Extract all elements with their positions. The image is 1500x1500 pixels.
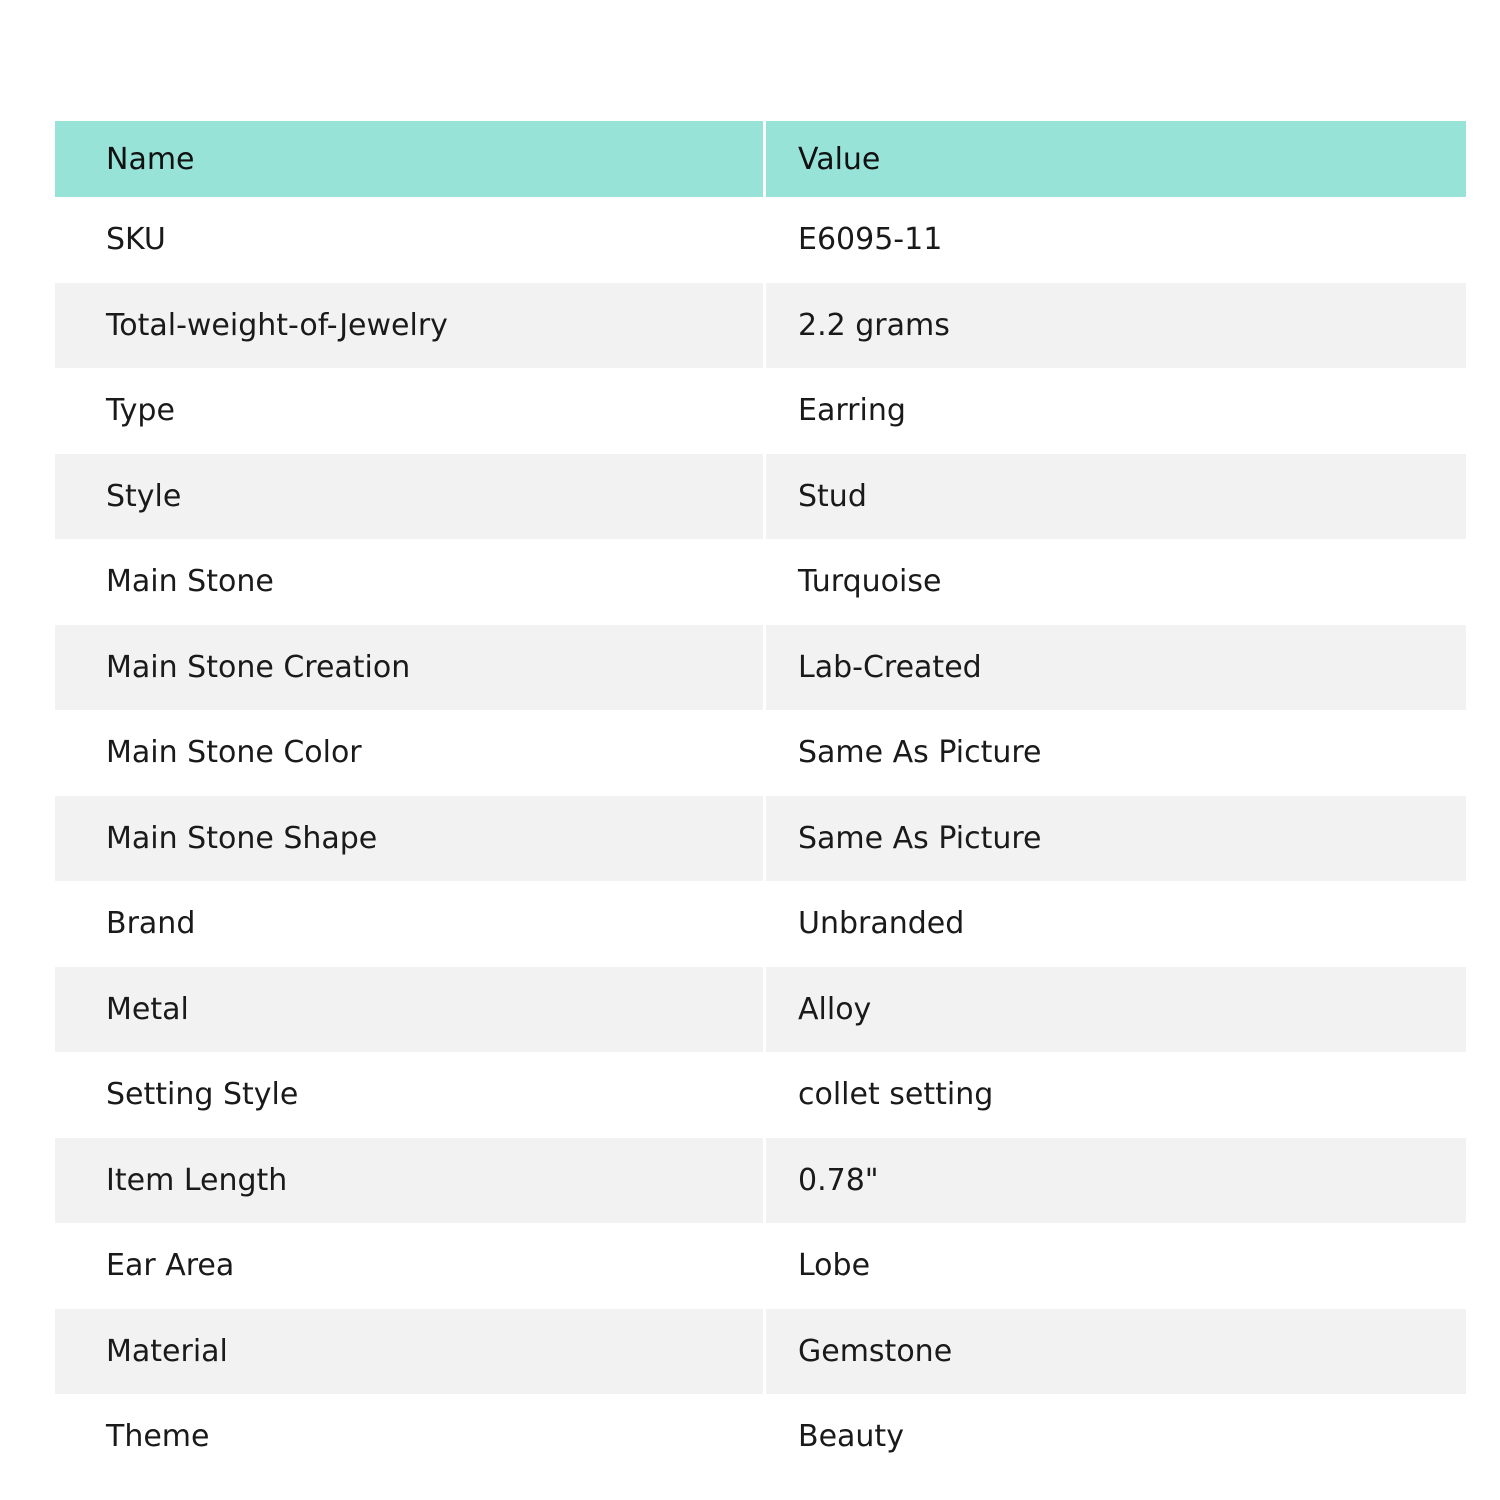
table-row — [55, 966, 1466, 1052]
table-row — [55, 710, 1466, 795]
row-value-cell: 0.78" — [766, 1137, 1466, 1223]
row-value-cell: Lobe — [766, 1223, 1466, 1308]
row-name-cell: Main Stone Shape — [55, 795, 766, 881]
row-name-cell: Total-weight-of-Jewelry — [55, 282, 766, 368]
table-row — [55, 368, 1466, 453]
row-name-cell: Theme — [55, 1394, 766, 1479]
table-header — [55, 121, 1466, 197]
row-name-cell: Type — [55, 368, 766, 453]
table-row — [55, 795, 1466, 881]
row-value-cell: Alloy — [766, 966, 1466, 1052]
row-name-cell: Brand — [55, 881, 766, 966]
table-row — [55, 1052, 1466, 1137]
spec-table — [55, 121, 1466, 1479]
name-column-header: Name — [55, 121, 766, 197]
row-name-cell: Material — [55, 1308, 766, 1394]
row-name-cell: Main Stone Color — [55, 710, 766, 795]
row-name-cell: Main Stone Creation — [55, 624, 766, 710]
row-value-cell: Earring — [766, 368, 1466, 453]
table-row — [55, 282, 1466, 368]
row-value-cell: Stud — [766, 453, 1466, 539]
row-name-cell: Metal — [55, 966, 766, 1052]
row-value-cell: E6095-11 — [766, 197, 1466, 282]
row-value-cell: 2.2 grams — [766, 282, 1466, 368]
table-row — [55, 1394, 1466, 1479]
table-row — [55, 881, 1466, 966]
row-name-cell: SKU — [55, 197, 766, 282]
table-row — [55, 1137, 1466, 1223]
row-name-cell: Style — [55, 453, 766, 539]
row-value-cell: Lab-Created — [766, 624, 1466, 710]
table-row — [55, 197, 1466, 282]
table-body — [55, 197, 1466, 1479]
row-name-cell: Ear Area — [55, 1223, 766, 1308]
row-value-cell: Gemstone — [766, 1308, 1466, 1394]
row-name-cell: Main Stone — [55, 539, 766, 624]
table-row — [55, 1223, 1466, 1308]
row-value-cell: Unbranded — [766, 881, 1466, 966]
table-row — [55, 539, 1466, 624]
row-name-cell: Item Length — [55, 1137, 766, 1223]
table-row — [55, 453, 1466, 539]
header-row — [55, 121, 1466, 197]
row-value-cell: collet setting — [766, 1052, 1466, 1137]
row-value-cell: Turquoise — [766, 539, 1466, 624]
value-column-header: Value — [766, 121, 1466, 197]
table-row — [55, 624, 1466, 710]
row-name-cell: Setting Style — [55, 1052, 766, 1137]
row-value-cell: Beauty — [766, 1394, 1466, 1479]
row-value-cell: Same As Picture — [766, 710, 1466, 795]
table-row — [55, 1308, 1466, 1394]
row-value-cell: Same As Picture — [766, 795, 1466, 881]
